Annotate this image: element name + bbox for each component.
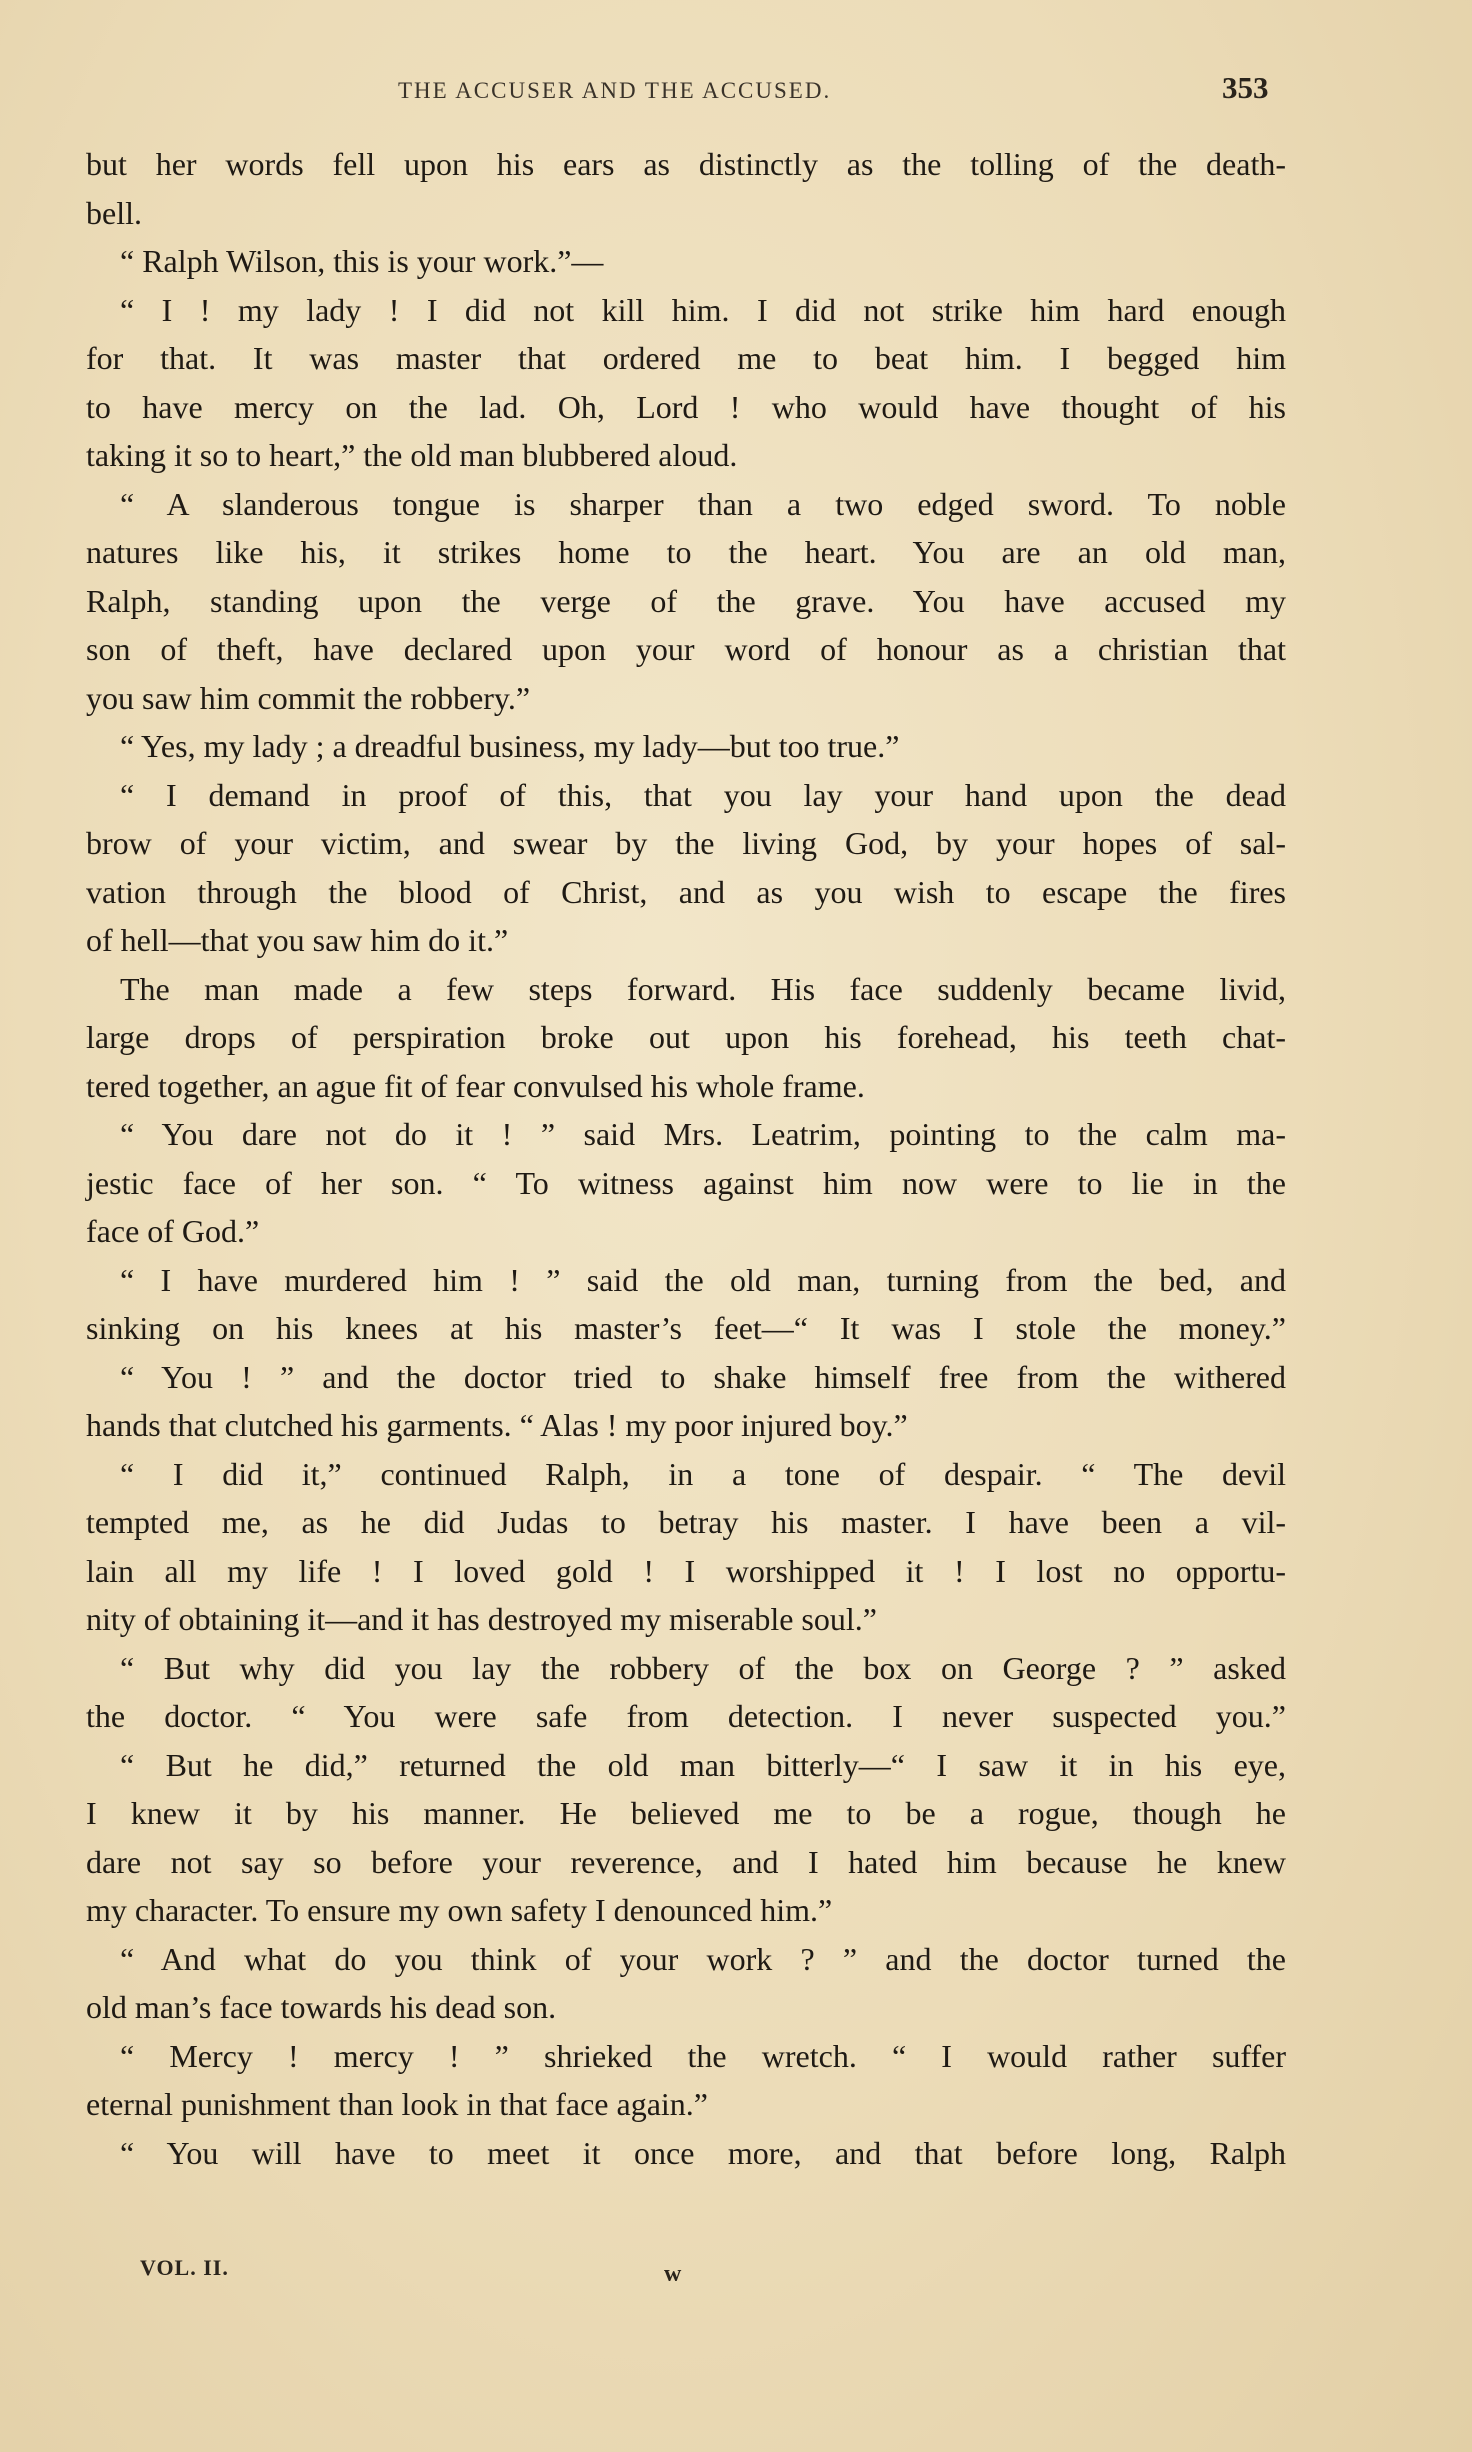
text-line: Ralph, standing upon the verge of the grave. You have accused my xyxy=(86,582,1286,619)
page-footer xyxy=(0,2255,1472,2295)
text-line: hands that clutched his garments. “ Alas ! my poor injured boy.” xyxy=(86,1407,908,1443)
text-line: natures like his, it strikes home to the heart. You are an old man, xyxy=(86,534,1286,570)
text-line: “ But he did,” returned the old man bitterly—“ I saw it in his eye, xyxy=(120,1746,1286,1783)
text-line: for that. It was master that ordered me to beat him. I begged him xyxy=(86,340,1286,376)
text-line: “ Mercy ! mercy ! ” shrieked the wretch. “ I would rather suffer xyxy=(120,2037,1286,2074)
text-line: tered together, an ague fit of fear convulsed his whole frame. xyxy=(86,1067,865,1104)
body-text xyxy=(86,140,1286,2177)
text-line: my character. To ensure my own safety I denounced him.” xyxy=(86,1892,833,1928)
text-line: you saw him commit the robbery.” xyxy=(86,679,531,716)
text-line: face of God.” xyxy=(86,1213,260,1249)
text-line: “ But why did you lay the robbery of the box on George ? ” asked xyxy=(120,1649,1286,1686)
text-line: vation through the blood of Christ, and as you wish to escape the fires xyxy=(86,873,1286,910)
text-line: but her words fell upon his ears as distinctly as the tolling of the death- xyxy=(86,146,1286,182)
text-line: The man made a few steps forward. His face suddenly became livid, xyxy=(120,970,1286,1007)
text-line: “ And what do you think of your work ? ” and the doctor turned the xyxy=(120,1940,1286,1977)
text-line: bell. xyxy=(86,194,142,231)
text-line: to have mercy on the lad. Oh, Lord ! who would have thought of his xyxy=(86,388,1286,425)
text-line: sinking on his knees at his master’s feet—“ It was I stole the money.” xyxy=(86,1310,1286,1346)
text-line: “ I ! my lady ! I did not kill him. I did not strike him hard enough xyxy=(120,291,1286,328)
text-line: the doctor. “ You were safe from detection. I never suspected you.” xyxy=(86,1698,1286,1734)
text-line: eternal punishment than look in that face again.” xyxy=(86,2086,708,2122)
text-line: “ You will have to meet it once more, and that before long, Ralph xyxy=(120,2134,1286,2171)
text-line: tempted me, as he did Judas to betray his master. I have been a vil- xyxy=(86,1504,1286,1540)
text-line: nity of obtaining it—and it has destroyed my miserable soul.” xyxy=(86,1601,877,1637)
text-line: “ You dare not do it ! ” said Mrs. Leatrim, pointing to the calm ma- xyxy=(120,1116,1286,1152)
text-line: I knew it by his manner. He believed me to be a rogue, though he xyxy=(86,1795,1286,1831)
text-line: son of theft, have declared upon your word of honour as a christian that xyxy=(86,631,1286,667)
running-title: THE ACCUSER AND THE ACCUSED. xyxy=(398,78,832,103)
text-line: taking it so to heart,” the old man blubbered aloud. xyxy=(86,437,738,473)
text-line: jestic face of her son. “ To witness against him now were to lie in the xyxy=(86,1164,1286,1201)
text-line: “ I have murdered him ! ” said the old man, turning from the bed, and xyxy=(120,1261,1286,1298)
volume-marker: VOL. II. xyxy=(140,2255,229,2280)
text-line: “ Ralph Wilson, this is your work.”— xyxy=(120,243,604,279)
page-number: 353 xyxy=(1222,70,1269,105)
text-line: “ I did it,” continued Ralph, in a tone of despair. “ The devil xyxy=(120,1455,1286,1492)
running-head xyxy=(0,70,1472,110)
text-line: old man’s face towards his dead son. xyxy=(86,1989,557,2025)
text-line: dare not say so before your reverence, and I hated him because he knew xyxy=(86,1843,1286,1880)
signature-mark: w xyxy=(664,2261,682,2287)
text-line: “ I demand in proof of this, that you lay your hand upon the dead xyxy=(120,776,1286,813)
text-line: “ Yes, my lady ; a dreadful business, my lady—but too true.” xyxy=(120,728,900,764)
text-line: “ You ! ” and the doctor tried to shake himself free from the withered xyxy=(120,1358,1286,1395)
text-line: “ A slanderous tongue is sharper than a two edged sword. To noble xyxy=(120,485,1286,522)
text-line: lain all my life ! I loved gold ! I worshipped it ! I lost no opportu- xyxy=(86,1552,1286,1589)
text-line: brow of your victim, and swear by the living God, by your hopes of sal- xyxy=(86,825,1286,861)
text-line: large drops of perspiration broke out upon his forehead, his teeth chat- xyxy=(86,1019,1286,1055)
text-line: of hell—that you saw him do it.” xyxy=(86,922,509,958)
